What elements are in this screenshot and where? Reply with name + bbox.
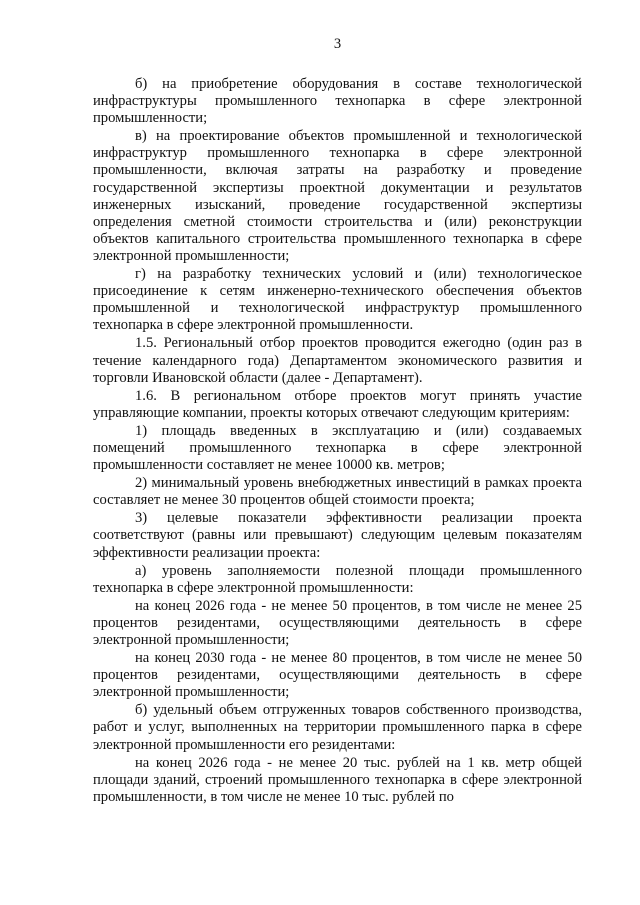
paragraph-item-b-equipment: б) на приобретение оборудования в составе технологической инфраструктуры промышленного технопарка в сфере электронной промышленности;	[93, 76, 582, 127]
paragraph-indicator-a: а) уровень заполняемости полезной площади промышленного технопарка в сфере электронной промышленности:	[93, 562, 582, 596]
paragraph-target-2026-occupancy: на конец 2026 года - не менее 50 процентов, в том числе не менее 25 процентов резидентами, осуществляющими деятельность в сфере электронной промышленности;	[93, 597, 582, 648]
paragraph-criterion-3: 3) целевые показатели эффективности реализации проекта соответствуют (равны или превышают) следующим целевым показателям эффективности реализации проекта:	[93, 510, 582, 561]
paragraph-criterion-1: 1) площадь введенных в эксплуатацию и (или) создаваемых помещений промышленного технопарка в сфере электронной промышленности составляет не менее 10000 кв. метров;	[93, 422, 582, 474]
paragraph-target-2026-volume: на конец 2026 года - не менее 20 тыс. рублей на 1 кв. метр общей площади зданий, строений промышленного технопарка в сфере электронной промышленности, в том числе не менее 10 тыс. рублей по	[93, 754, 582, 805]
paragraph-criterion-2: 2) минимальный уровень внебюджетных инвестиций в рамках проекта составляет не менее 30 процентов общей стоимости проекта;	[93, 475, 582, 509]
paragraph-item-g-connection: г) на разработку технических условий и (или) технологическое присоединение к сетям инженерно-технического обеспечения объектов промышленной и технологической инфраструктур промышленного технопарка в сфере электронной промышленности.	[93, 266, 582, 334]
paragraph-clause-1-5: 1.5. Региональный отбор проектов проводится ежегодно (один раз в течение календарного года) Департаментом экономического развития и торговли Ивановской области (далее - Департамент).	[93, 335, 582, 386]
paragraph-target-2030-occupancy: на конец 2030 года - не менее 80 процентов, в том числе не менее 50 процентов резидентами, осуществляющими деятельность в сфере электронной промышленности;	[93, 650, 582, 701]
paragraph-indicator-b: б) удельный объем отгруженных товаров собственного производства, работ и услуг, выполненных на территории промышленного парка в сфере электронной промышленности его резидентами:	[93, 702, 582, 753]
page-number: 3	[333, 36, 342, 52]
paragraph-item-v-design: в) на проектирование объектов промышленной и технологической инфраструктур промышленного технопарка в сфере электронной промышленности, включая затраты на разработку и проведение государственной экспертизы проектной документации и результатов инженерных изысканий, проведение государственной экспертизы определения сметной стоимости строительства и (или) реконструкции объектов капитального строительства промышленного технопарка в сфере электронной промышленности;	[93, 128, 582, 264]
paragraph-clause-1-6: 1.6. В региональном отборе проектов могут принять участие управляющие компании, проекты которых отвечают следующим критериям:	[93, 387, 582, 421]
